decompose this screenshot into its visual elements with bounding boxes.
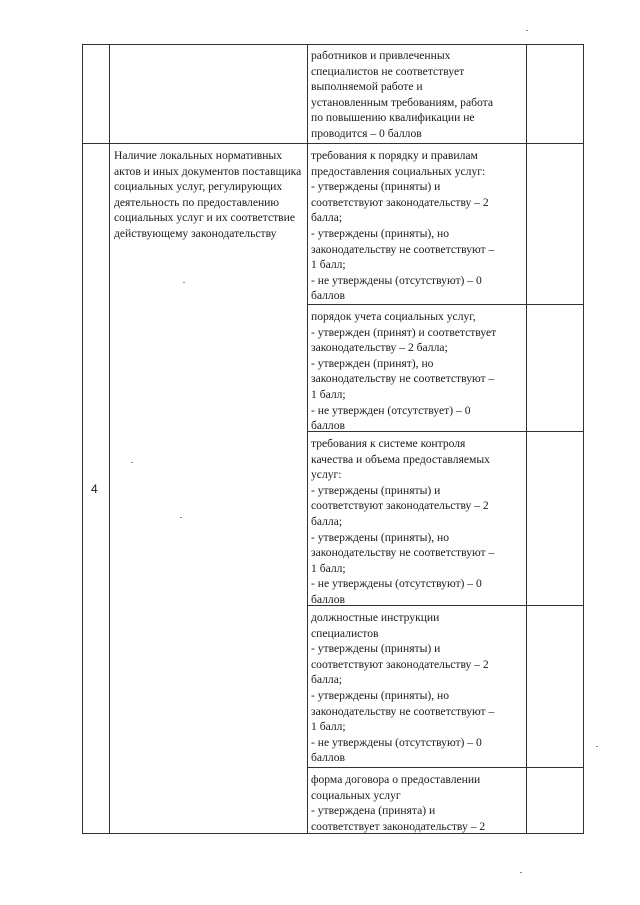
- table-border-top: [82, 44, 584, 45]
- scan-speck: [183, 282, 185, 283]
- cell-text-1: требования к порядку и правилам предоставления социальных услуг: - утверждены (приняты) и соответствуют законодательству – 2 балла; - утверждены (приняты), но законодательству не соответствуют – 1 балл; - не утверждены (отсутствуют) – 0 баллов: [311, 149, 495, 303]
- cell-text-4: должностные инструкции специалистов - утверждены (приняты) и соответствуют законодательству – 2 балла; - утверждены (приняты), но законодательству не соответствуют – 1 балл; - не утверждены (отсутствуют) – 0 баллов: [311, 611, 495, 765]
- row-number: 4: [91, 482, 98, 496]
- cell-text-3: требования к системе контроля качества и объема предоставляемых услуг: - утверждены (приняты) и соответствуют законодательству – 2 балла; - утверждены (приняты), но законодательству не соответствуют – 1 балл; - не утверждены (отсутствуют) – 0 баллов: [311, 437, 495, 606]
- table-border-left: [82, 44, 83, 833]
- cell-text-5: форма договора о предоставлении социальных услуг - утверждена (принята) и соответствует законодательству – 2: [311, 773, 486, 833]
- scan-speck: [596, 746, 598, 747]
- table-subrow-divider-1: [307, 304, 584, 305]
- table-col-divider-3: [526, 44, 527, 833]
- scan-speck: [180, 517, 182, 518]
- table-col-divider-1: [109, 44, 110, 833]
- table-subrow-divider-4: [307, 767, 584, 768]
- scan-speck: [131, 462, 133, 463]
- table-row-divider: [82, 143, 584, 144]
- cell-text-2: порядок учета социальных услуг, - утвержден (принят) и соответствует законодательству – 2 балла; - утвержден (принят), но законодательству не соответствуют – 1 балл; - не утвержден (отсутствует) – 0 баллов: [311, 310, 497, 433]
- table-border-right: [583, 44, 584, 833]
- scan-speck: [520, 872, 522, 873]
- criterion-text: Наличие локальных нормативных актов и иных документов поставщика социальных услуг, регулирующих деятельность по предоставлению социальных услуг и их соответствие действующему законодательству: [114, 149, 302, 240]
- scan-speck: [526, 30, 528, 31]
- cell-text-0: работников и привлеченных специалистов не соответствует выполняемой работе и установленным требованиям, работа по повышению квалификации не проводится – 0 баллов: [311, 49, 494, 140]
- table-col-divider-2: [307, 44, 308, 833]
